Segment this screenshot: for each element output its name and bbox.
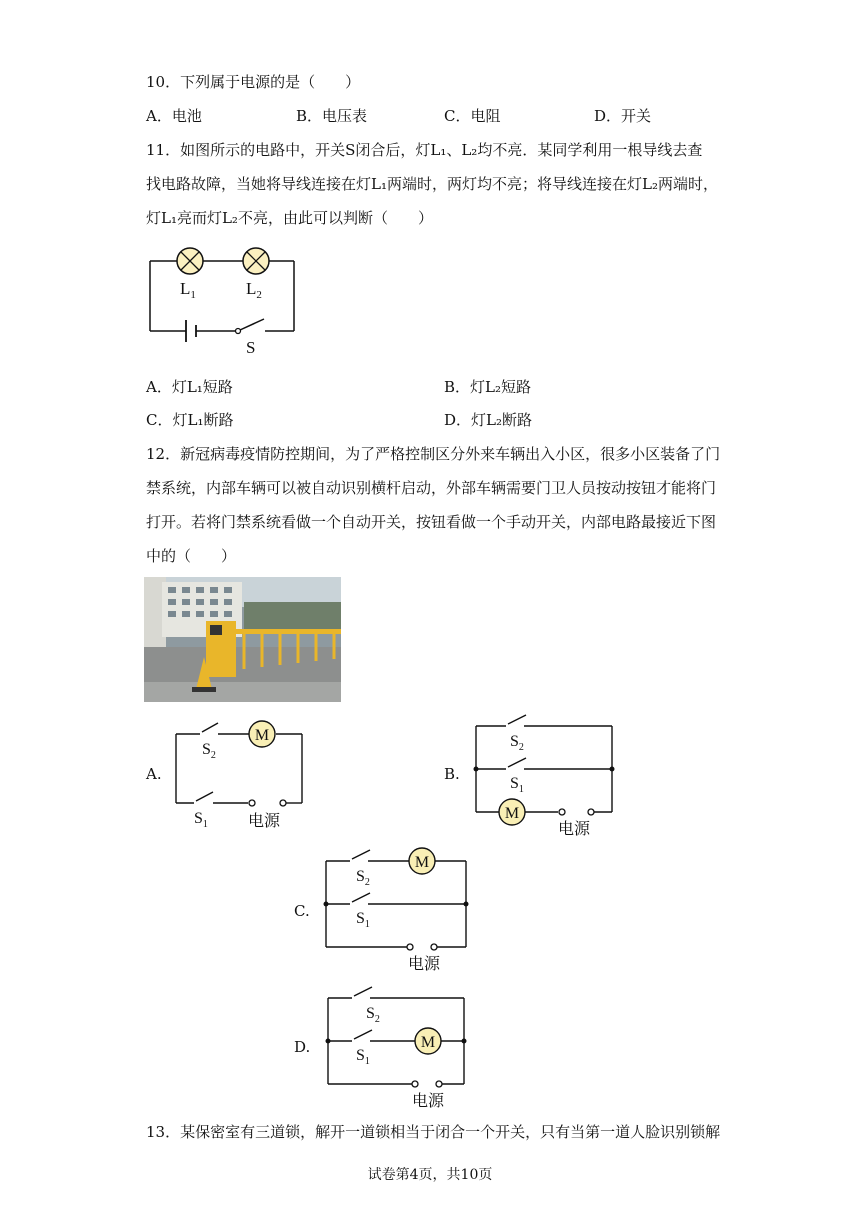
page-footer: 试卷第4页，共10页: [367, 1167, 493, 1183]
q12-b-label-source: 电源: [558, 821, 591, 838]
q12-d-source-terminal: [436, 1081, 442, 1087]
q11-label-switch: S: [246, 338, 256, 357]
q10-option-b: B．电压表: [296, 107, 368, 125]
q12-b-motor: [499, 799, 525, 825]
q12-option-c-letter: C.: [294, 902, 310, 920]
q11-stem-line-2: 找电路故障，当她将导线连接在灯L₁两端时，两灯均不亮；将导线连接在灯L₂两端时，: [146, 175, 718, 193]
q11-label-l2: $L_2$: [246, 279, 262, 301]
q12-stem-line-3: 打开。若将门禁系统看做一个自动开关，按钮看做一个手动开关，内部电路最接近下图: [146, 513, 717, 531]
q11-circuit-diagram: [140, 244, 310, 359]
q12-stem-line-1: 12．新冠病毒疫情防控期间，为了严格控制区分外来车辆出入小区，很多小区装备了门: [146, 445, 721, 463]
q12-c-source-terminal: [407, 944, 413, 950]
q11-switch-contact: [236, 329, 241, 334]
q12-option-c-circuit: [316, 843, 476, 975]
q12-option-b-circuit: [466, 708, 626, 840]
q12-c-label-source: 电源: [408, 956, 441, 973]
q10-option-c: C．电阻: [444, 107, 501, 125]
q12-option-d-circuit: [318, 980, 478, 1112]
q11-lamp-l2: [243, 248, 269, 274]
q12-option-d-letter: D.: [294, 1038, 311, 1056]
q12-c-motor: [409, 848, 435, 874]
q10-option-d: D．开关: [594, 107, 652, 125]
q12-d-source-terminal: [412, 1081, 418, 1087]
q12-b-source-terminal: [559, 809, 565, 815]
q12-d-label-s2: $S_2$: [366, 1005, 380, 1025]
q12-option-a-circuit: [166, 718, 316, 830]
q12-c-label-s2: $S_2$: [356, 868, 370, 888]
q12-c-label-s1: $S_1$: [356, 910, 370, 930]
q12-option-a-letter: A.: [146, 765, 162, 783]
q12-b-label-s1: $S_1$: [510, 775, 524, 795]
q12-b-label-s2: $S_2$: [510, 733, 524, 753]
q12-a-label-s1: $S_1$: [194, 810, 208, 830]
q12-stem-line-2: 禁系统，内部车辆可以被自动识别横杆启动，外部车辆需要门卫人员按动按钮才能将门: [146, 479, 717, 497]
q12-d-label-s1: $S_1$: [356, 1047, 370, 1067]
q11-option-b: B．灯L₂短路: [444, 378, 531, 396]
svg-text:M: M: [504, 805, 520, 822]
q12-c-source-terminal: [431, 944, 437, 950]
q12-b-source-terminal: [588, 809, 594, 815]
q11-option-c: C．灯L₁断路: [146, 411, 234, 429]
q12-d-label-source: 电源: [412, 1093, 445, 1110]
q12-a-label-source: 电源: [248, 813, 281, 830]
q11-label-l1: $L_1$: [180, 279, 196, 301]
q12-d-motor: [415, 1028, 441, 1054]
q12-a-label-s2: $S_2$: [202, 741, 216, 761]
q11-option-d: D．灯L₂断路: [444, 411, 533, 429]
svg-text:M: M: [420, 1034, 436, 1051]
q11-stem-line-3: 灯L₁亮而灯L₂不亮，由此可以判断（ ）: [146, 209, 433, 227]
q11-stem-line-1: 11．如图所示的电路中，开关S闭合后，灯L₁、L₂均不亮．某同学利用一根导线去查: [146, 141, 703, 159]
q11-lamp-l1: [177, 248, 203, 274]
q12-a-motor: [249, 721, 275, 747]
q12-option-b-letter: B.: [444, 765, 460, 783]
q11-option-a: A．灯L₁短路: [146, 378, 233, 396]
q10-option-a: A．电池: [146, 107, 202, 125]
svg-text:M: M: [414, 854, 430, 871]
svg-text:M: M: [254, 727, 270, 744]
q12-stem-line-4: 中的（ ）: [146, 547, 237, 565]
q12-a-source-terminal: [249, 800, 255, 806]
q12-a-source-terminal: [280, 800, 286, 806]
q13-stem: 13．某保密室有三道锁，解开一道锁相当于闭合一个开关，只有当第一道人脸识别锁解: [146, 1123, 721, 1141]
q10-stem: 10．下列属于电源的是（ ）: [146, 73, 361, 91]
gate-barrier-photo: [144, 577, 341, 702]
